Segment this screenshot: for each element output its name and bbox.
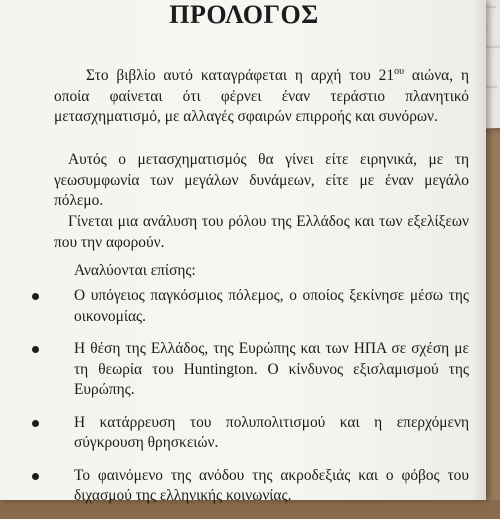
- bullet-icon: [32, 420, 39, 427]
- paragraph-1-text-end: αιώνα, η οποία φαίνεται ότι φέρνει έναν τεράστιο πλανητικό μετασχηματισμό, με αλλαγές σφαιρών επιρροής και συνόρων.: [54, 67, 469, 125]
- bullet-text: Ο υπόγειος παγκόσμιος πόλεμος, ο οποίος ξεκίνησε μέσω της οικονομίας.: [74, 287, 469, 325]
- analysis-heading: Αναλύονται επίσης:: [74, 262, 196, 279]
- page-title: ΠΡΟΛΟΓΟΣ: [169, 0, 319, 29]
- list-item: [24, 466, 469, 507]
- bullet-icon: [32, 346, 39, 353]
- paragraph-2-text: Αυτός ο μετασχηματισμός θα γίνει είτε ειρηνικά, με τη γεωσυμφωνία των μεγάλων δυνάμεων, είτε με έναν μεγάλο πόλεμο.: [54, 151, 469, 209]
- list-item: [24, 286, 469, 327]
- ordinal-superscript: ου: [394, 65, 405, 77]
- bullet-icon: [32, 293, 39, 300]
- paragraph-3: [54, 212, 469, 253]
- bullet-text: Η θέση της Ελλάδος, της Ευρώπης και των ΗΠΑ σε σχέση με τη θεωρία του Huntington. Ο κίνδυνος εξισλαμισμού της Ευρώπης.: [74, 340, 469, 398]
- bullet-list: [24, 286, 476, 519]
- paragraph-1: [54, 66, 469, 128]
- bullet-icon: [32, 473, 39, 480]
- paragraph-3-text: Γίνεται μια ανάλυση του ρόλου της Ελλάδος και των εξελίξεων που την αφορούν.: [54, 213, 469, 251]
- paragraph-1-text-start: Στο βιβλίο αυτό καταγράφεται η αρχή του 21: [86, 67, 395, 84]
- list-item: [24, 339, 469, 401]
- bullet-text: Η κατάρρευση του πολυπολιτισμού και η επερχόμενη σύγκρουση θρησκειών.: [74, 413, 469, 451]
- list-item: [24, 413, 469, 454]
- bullet-text: Το φαινόμενο της ανόδου της ακροδεξιάς και ο φόβος του διχασμού της ελληνικής κοινωνίας.: [74, 466, 469, 504]
- paragraph-2: [54, 150, 469, 212]
